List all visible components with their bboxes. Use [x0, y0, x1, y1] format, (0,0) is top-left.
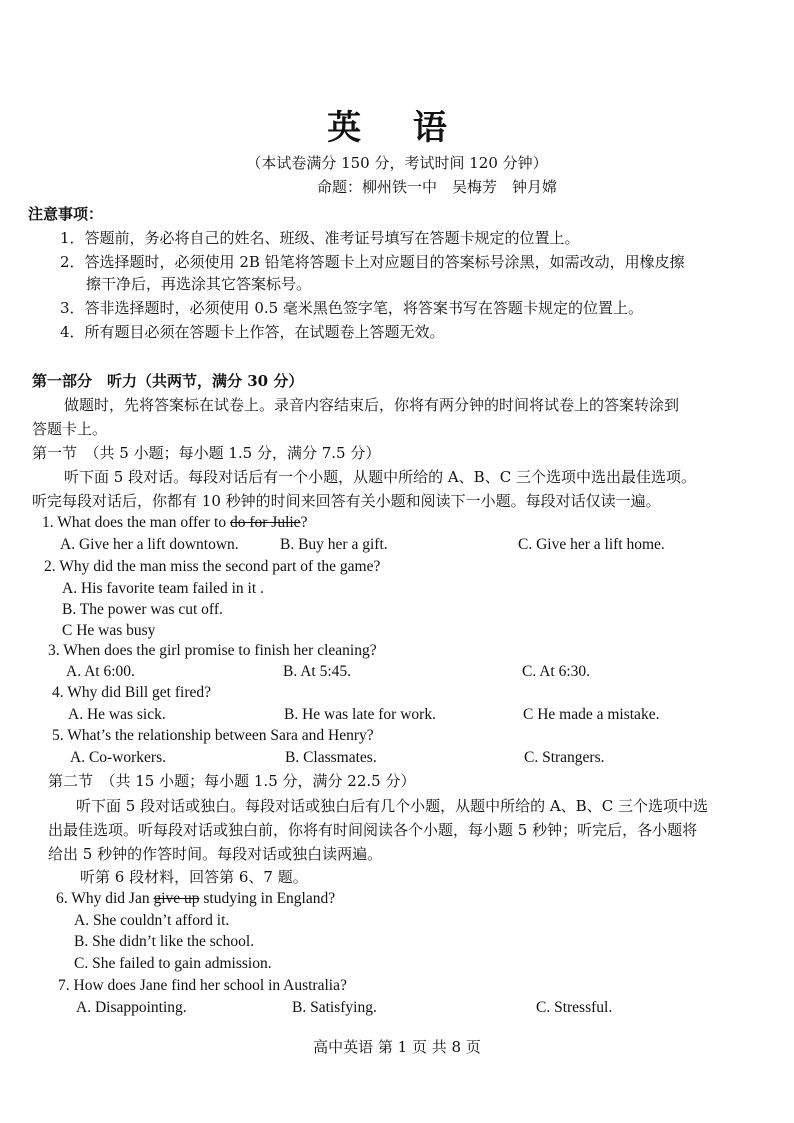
q3-option-b: B. At 5:45.: [283, 663, 352, 680]
q1-option-a: A. Give her a lift downtown.: [60, 536, 239, 553]
section2-intro-3: 给出 5 秒钟的作答时间。每段对话或独白读两遍。: [48, 845, 383, 863]
notice-heading: 注意事项：: [28, 205, 104, 223]
part1-heading: 第一部分 听力（共两节，满分 30 分）: [32, 372, 304, 390]
q4-option-b: B. He was late for work.: [284, 706, 436, 723]
notice-item-2-cont: 擦干净后，再选涂其它答案标号。: [86, 275, 312, 293]
section2-intro-1: 听下面 5 段对话或独白。每段对话或独白后有几个小题，从题中所给的 A、B、C 三个选项中选: [76, 797, 708, 815]
question-3-stem: 3. When does the girl promise to finish her cleaning?: [48, 642, 377, 659]
question-4-stem: 4. Why did Bill get fired?: [52, 684, 211, 701]
q6-option-b: B. She didn’t like the school.: [74, 933, 255, 950]
crossed-out-text: do for Julie: [229, 514, 301, 531]
q3-option-a: A. At 6:00.: [66, 663, 135, 680]
question-7-stem: 7. How does Jane find her school in Australia?: [58, 977, 347, 994]
q2-option-b: B. The power was cut off.: [62, 601, 223, 618]
q1-option-c: C. Give her a lift home.: [518, 536, 665, 553]
q7-option-c: C. Stressful.: [536, 999, 613, 1016]
page-footer: 高中英语 第 1 页 共 8 页: [313, 1038, 481, 1056]
q7-option-b: B. Satisfying.: [292, 999, 377, 1016]
section2-intro-2: 出最佳选项。听每段对话或独白前，你将有时间阅读各个小题，每小题 5 秒钟；听完后，各小题将: [48, 821, 698, 839]
q2-option-c: C He was busy: [62, 622, 156, 639]
exam-info: （本试卷满分 150 分，考试时间 120 分钟）: [246, 154, 548, 172]
q5-option-b: B. Classmates.: [285, 749, 377, 766]
part1-intro-2: 答题卡上。: [32, 420, 108, 438]
exam-authors: 命题：柳州铁一中 吴梅芳 钟月嫦: [316, 178, 557, 196]
page-title: 英 语: [327, 108, 467, 148]
q5-option-a: A. Co-workers.: [70, 749, 166, 766]
q7-option-a: A. Disappointing.: [76, 999, 187, 1016]
material-6-heading: 听第 6 段材料，回答第 6、7 题。: [80, 868, 308, 886]
notice-item-4: 4．所有题目必须在答题卡上作答，在试题卷上答题无效。: [60, 323, 445, 341]
section1-intro-1: 听下面 5 段对话。每段对话后有一个小题，从题中所给的 A、B、C 三个选项中选出最佳选项。: [64, 468, 696, 486]
q1-option-b: B. Buy her a gift.: [280, 536, 388, 553]
section1-heading: 第一节 （共 5 小题；每小题 1.5 分，满分 7.5 分）: [32, 444, 381, 462]
q4-option-a: A. He was sick.: [68, 706, 166, 723]
question-1-stem: 1. What does the man offer to do for Julie?: [42, 514, 308, 531]
q6-option-a: A. She couldn’t afford it.: [74, 912, 230, 929]
q4-option-c: C He made a mistake.: [523, 706, 660, 723]
question-6-stem: 6. Why did Jan give up studying in England?: [56, 890, 336, 907]
section1-intro-2: 听完每段对话后，你都有 10 秒钟的时间来回答有关小题和阅读下一小题。每段对话仅读一遍。: [32, 492, 661, 510]
notice-item-3: 3．答非选择题时，必须使用 0.5 毫米黑色签字笔，将答案书写在答题卡规定的位置上。: [60, 299, 643, 317]
q3-option-c: C. At 6:30.: [522, 663, 591, 680]
q2-option-a: A. His favorite team failed in it .: [62, 580, 264, 597]
part1-intro-1: 做题时，先将答案标在试卷上。录音内容结束后，你将有两分钟的时间将试卷上的答案转涂到: [64, 396, 680, 414]
question-2-stem: 2. Why did the man miss the second part of the game?: [44, 558, 381, 575]
notice-item-2: 2．答选择题时，必须使用 2B 铅笔将答题卡上对应题目的答案标号涂黑，如需改动，用橡皮擦: [60, 253, 685, 271]
question-5-stem: 5. What’s the relationship between Sara and Henry?: [52, 727, 374, 744]
q6-option-c: C. She failed to gain admission.: [74, 955, 272, 972]
section2-heading: 第二节 （共 15 小题；每小题 1.5 分，满分 22.5 分）: [48, 772, 416, 790]
notice-item-1: 1．答题前，务必将自己的姓名、班级、准考证号填写在答题卡规定的位置上。: [60, 229, 580, 247]
q5-option-c: C. Strangers.: [524, 749, 605, 766]
crossed-out-text: give up: [153, 890, 200, 907]
